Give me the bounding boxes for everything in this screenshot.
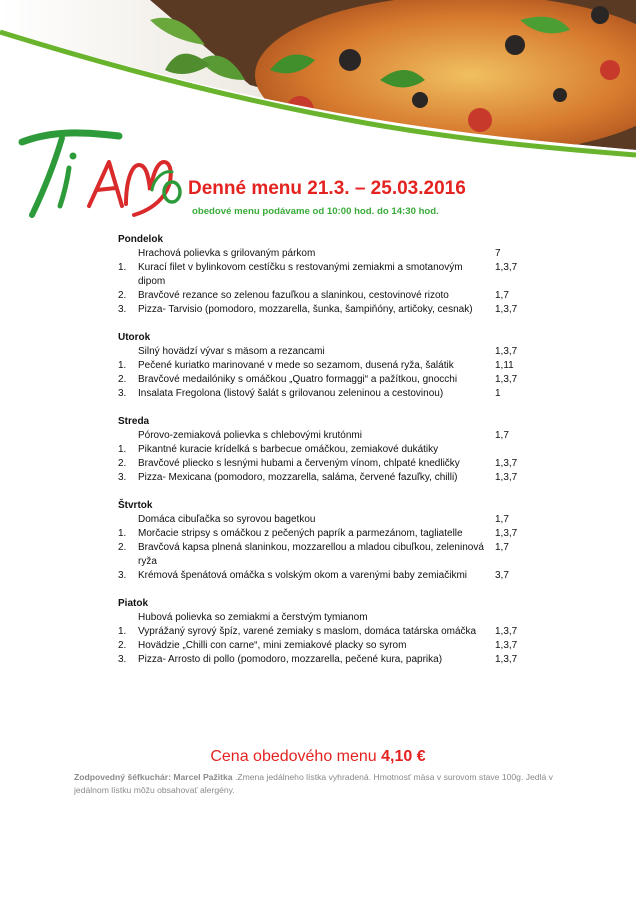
- menu-serving-hours: obedové menu podávame od 10:00 hod. do 14:30 hod.: [192, 206, 439, 217]
- dish-description: Vyprážaný syrový špíz, varené zemiaky s maslom, domáca tatárska omáčka: [138, 626, 477, 637]
- tiamo-logo: [14, 120, 184, 220]
- menu-item: [118, 541, 538, 569]
- allergen-codes: 1,3,7: [495, 626, 518, 637]
- dish-description: Insalata Fregolona (listový šalát s grilovanou zeleninou a cestovinou): [138, 388, 444, 399]
- menu-item: [118, 639, 538, 653]
- allergen-codes: 1,3,7: [495, 262, 518, 273]
- menu-item: [118, 247, 538, 261]
- menu-item: [118, 387, 538, 401]
- dish-description: Domáca cibuľačka so syrovou bagetkou: [138, 514, 316, 525]
- item-number: 3.: [118, 304, 127, 315]
- menu-item: [118, 611, 538, 625]
- allergen-codes: 1,3,7: [495, 374, 518, 385]
- menu-item: [118, 429, 538, 443]
- dish-description: Krémová špenátová omáčka s volským okom a varenými baby zemiačikmi: [138, 570, 468, 581]
- allergen-codes: 1,11: [495, 360, 514, 371]
- allergen-codes: 1,3,7: [495, 654, 518, 665]
- dish-description: Pizza- Mexicana (pomodoro, mozzarella, saláma, červené fazuľky, chilli): [138, 472, 458, 483]
- dish-description: Pizza- Arrosto di pollo (pomodoro, mozzarella, pečené kura, paprika): [138, 654, 443, 665]
- menu-item: [118, 303, 538, 317]
- menu-title: Denné menu 21.3. – 25.03.2016: [188, 178, 466, 199]
- item-number: 1.: [118, 360, 127, 371]
- allergen-codes: 1,3,7: [495, 458, 518, 469]
- menu-day: [118, 597, 538, 667]
- day-heading: Streda: [118, 416, 150, 427]
- menu-day: [118, 331, 538, 401]
- allergen-codes: 1,3,7: [495, 472, 518, 483]
- menu-item: [118, 345, 538, 359]
- dish-description: Pizza- Tarvisio (pomodoro, mozzarella, šunka, šampiňóny, artičoky, cesnak): [138, 304, 473, 315]
- item-number: 3.: [118, 570, 127, 581]
- allergen-codes: 1,7: [495, 290, 509, 301]
- dish-description: Pečené kuriatko marinované v mede so sezamom, dusená ryža, šalátik: [138, 360, 454, 371]
- dish-description: Hubová polievka so zemiakmi a čerstvým tymianom: [138, 612, 368, 623]
- menu-day: [118, 415, 538, 485]
- menu-item: [118, 373, 538, 387]
- item-number: 1.: [118, 262, 127, 273]
- dish-description: Kurací filet v bylinkovom cestíčku s restovanými zemiakmi a smotanovým dipom: [138, 262, 463, 287]
- item-number: 3.: [118, 472, 127, 483]
- dish-description: Pórovo-zemiaková polievka s chlebovými krutónmi: [138, 430, 362, 441]
- footer-disclaimer: .Zmena jedálneho lístka vyhradená. Hmotnosť mäsa v surovom stave 100g. Jedlá v jedálnom lístku môžu obsahovať alergény.: [74, 772, 553, 795]
- menu-item: [118, 625, 538, 639]
- menu-item: [118, 457, 538, 471]
- price-value: 4,10 €: [381, 748, 426, 765]
- dish-description: Silný hovädzí vývar s mäsom a rezancami: [138, 346, 325, 357]
- day-heading: Utorok: [118, 332, 151, 343]
- menu-price: [0, 748, 636, 766]
- item-number: 3.: [118, 654, 127, 665]
- weekly-menu: [118, 233, 538, 681]
- dish-description: Bravčové pliecko s lesnými hubami a červeným vínom, chlpaté knedličky: [138, 458, 460, 469]
- allergen-codes: 7: [495, 248, 501, 259]
- menu-day: [118, 233, 538, 317]
- item-number: 2.: [118, 374, 127, 385]
- dish-description: Pikantné kuracie krídelká s barbecue omáčkou, zemiakové dukátiky: [138, 444, 439, 455]
- item-number: 2.: [118, 640, 127, 651]
- allergen-codes: 1,7: [495, 514, 509, 525]
- price-label: Cena obedového menu: [210, 748, 377, 765]
- menu-item: [118, 261, 538, 289]
- menu-item: [118, 289, 538, 303]
- menu-item: [118, 443, 538, 457]
- menu-item: [118, 653, 538, 667]
- menu-day: [118, 499, 538, 583]
- menu-item: [118, 513, 538, 527]
- allergen-codes: 1,3,7: [495, 528, 518, 539]
- allergen-codes: 1,3,7: [495, 640, 518, 651]
- allergen-codes: 1: [495, 388, 501, 399]
- item-number: 2.: [118, 290, 127, 301]
- day-heading: Pondelok: [118, 234, 164, 245]
- item-number: 2.: [118, 458, 127, 469]
- day-heading: Štvrtok: [118, 500, 153, 511]
- dish-description: Bravčové medailóniky s omáčkou „Quatro formaggi“ a pažítkou, gnocchi: [138, 374, 458, 385]
- item-number: 1.: [118, 528, 127, 539]
- item-number: 3.: [118, 388, 127, 399]
- menu-item: [118, 359, 538, 373]
- menu-item: [118, 471, 538, 485]
- allergen-codes: 1,3,7: [495, 304, 518, 315]
- dish-description: Bravčová kapsa plnená slaninkou, mozzarellou a mladou cibuľkou, zeleninová ryža: [138, 542, 484, 567]
- item-number: 1.: [118, 626, 127, 637]
- chef-credit: Zodpovedný šéfkuchár: Marcel Pažitka: [74, 772, 233, 782]
- allergen-codes: 3,7: [495, 570, 509, 581]
- dish-description: Hrachová polievka s grilovaným párkom: [138, 248, 316, 259]
- day-heading: Piatok: [118, 598, 149, 609]
- menu-item: [118, 569, 538, 583]
- menu-item: [118, 527, 538, 541]
- item-number: 2.: [118, 542, 127, 553]
- dish-description: Morčacie stripsy s omáčkou z pečených paprík a parmezánom, tagliatelle: [138, 528, 463, 539]
- footer-note: [74, 771, 562, 797]
- dish-description: Hovädzie „Chilli con carne“, mini zemiakové placky so syrom: [138, 640, 407, 651]
- dish-description: Bravčové rezance so zelenou fazuľkou a slaninkou, cestovinové rizoto: [138, 290, 449, 301]
- allergen-codes: 1,7: [495, 542, 509, 553]
- item-number: 1.: [118, 444, 127, 455]
- allergen-codes: 1,7: [495, 430, 509, 441]
- allergen-codes: 1,3,7: [495, 346, 518, 357]
